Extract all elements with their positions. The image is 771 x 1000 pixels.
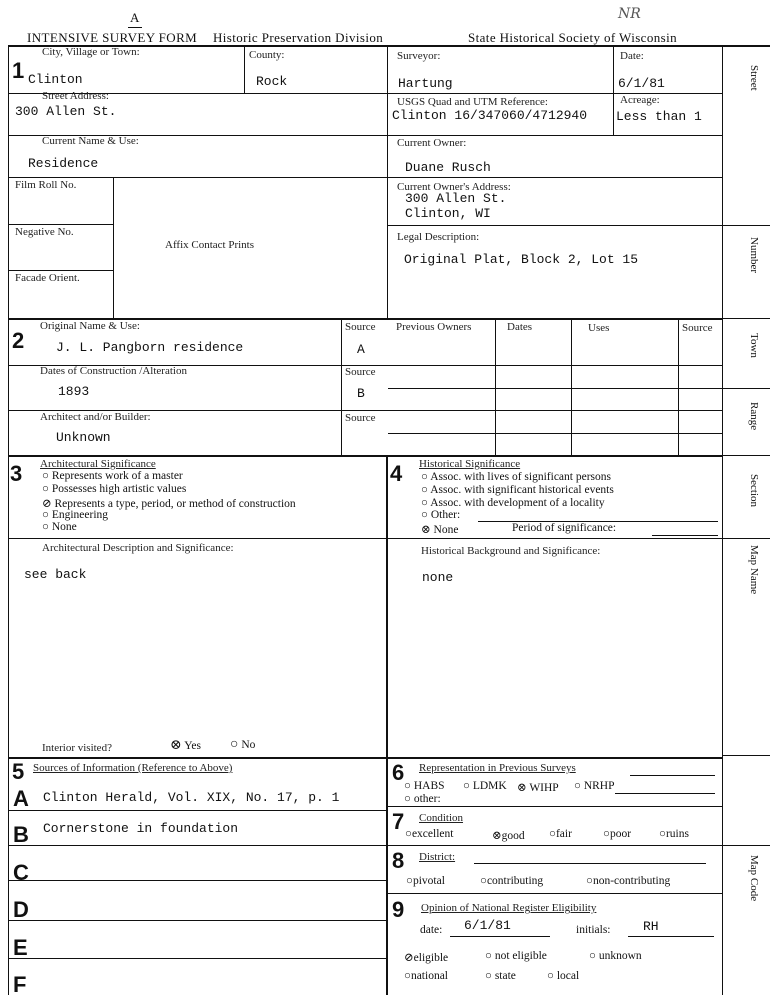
side-label-range: Range <box>748 402 760 431</box>
section-number-1: 1 <box>12 58 25 83</box>
eligibility-eligible-radio[interactable]: ⊘ <box>404 952 414 964</box>
initials-label: initials: <box>576 924 611 936</box>
section-number-7: 7 <box>392 809 405 834</box>
level-local: ○ local <box>547 970 580 982</box>
hist-option-1: ○ Assoc. with lives of significant persons <box>421 471 611 483</box>
dates-construction-label: Dates of Construction /Alteration <box>40 365 187 377</box>
section-number-5: 5 <box>12 759 25 784</box>
architect-label: Architect and/or Builder: <box>40 411 151 423</box>
uses-header: Uses <box>588 322 610 334</box>
film-roll-label: Film Roll No. <box>15 179 77 191</box>
interior-visited-label: Interior visited? <box>42 742 112 754</box>
survey-nrhp-radio[interactable]: ○ <box>574 780 581 792</box>
dates-header: Dates <box>507 321 533 333</box>
source-text-a: Clinton Herald, Vol. XIX, No. 17, p. 1 <box>43 790 340 805</box>
condition-good: ⊗good <box>492 830 525 842</box>
corner-mark: NR <box>618 6 641 22</box>
hist-background-label: Historical Background and Significance: <box>421 545 601 557</box>
surveys-title: Representation in Previous Surveys <box>419 762 576 774</box>
previous-owners-header: Previous Owners <box>396 321 472 333</box>
section-number-6: 6 <box>392 760 405 785</box>
owner-address-line1: 300 Allen St. <box>405 191 507 206</box>
survey-habs: ○ HABS <box>404 780 445 792</box>
level-national: ○national <box>404 970 448 982</box>
side-label-town: Town <box>748 333 760 358</box>
district-contributing: ○contributing <box>480 875 544 887</box>
eligibility-eligible: ⊘eligible <box>404 952 449 964</box>
condition-poor: ○poor <box>603 828 632 840</box>
division-title: Historic Preservation Division <box>213 30 384 45</box>
interior-no-radio[interactable]: ○ <box>230 737 239 752</box>
condition-ruins: ○ruins <box>659 828 689 840</box>
arch-option-1: ○ Represents work of a master <box>42 470 183 482</box>
arch-description-label: Architectural Description and Significance: <box>42 542 234 554</box>
current-owner-label: Current Owner: <box>397 137 467 149</box>
sources-title: Sources of Information (Reference to Above) <box>33 762 233 774</box>
district-pivotal-radio[interactable]: ○ <box>406 875 413 887</box>
condition-excellent-radio[interactable]: ○ <box>405 828 412 840</box>
condition-ruins-radio[interactable]: ○ <box>659 828 666 840</box>
city-label: City, Village or Town: <box>42 46 140 58</box>
survey-habs-radio[interactable]: ○ <box>404 780 411 792</box>
hist-option-2-radio[interactable]: ○ <box>421 484 428 496</box>
survey-ldmk: ○ LDMK <box>463 780 507 792</box>
acreage-value: Less than 1 <box>616 109 702 124</box>
hist-background-value: none <box>422 570 454 585</box>
district-noncontributing: ○non-contributing <box>586 875 671 887</box>
owner-address-line2: Clinton, WI <box>405 206 491 221</box>
original-name-value: J. L. Pangborn residence <box>56 340 244 355</box>
condition-poor-radio[interactable]: ○ <box>603 828 610 840</box>
side-label-street: Street <box>748 65 760 91</box>
source-letter-a: A <box>13 786 29 811</box>
arch-option-4-radio[interactable]: ○ <box>42 509 49 521</box>
architect-value: Unknown <box>56 430 111 445</box>
eligibility-unknown-radio[interactable]: ○ <box>589 950 596 962</box>
source-letter-d: D <box>13 897 29 922</box>
hist-option-4-radio[interactable]: ○ <box>421 509 428 521</box>
arch-option-5-radio[interactable]: ○ <box>42 521 49 533</box>
source-letter-b: B <box>13 822 29 847</box>
interior-yes: ⊗ Yes <box>170 738 201 753</box>
level-state: ○ state <box>485 970 516 982</box>
source-text-b: Cornerstone in foundation <box>43 821 239 836</box>
condition-fair-radio[interactable]: ○ <box>549 828 556 840</box>
source-letter-f: F <box>13 972 27 997</box>
arch-option-4: ○ Engineering <box>42 509 109 521</box>
survey-other-radio[interactable]: ○ <box>404 793 411 805</box>
arch-option-2-radio[interactable]: ○ <box>42 483 49 495</box>
date-value: 6/1/81 <box>618 76 665 91</box>
source-label-3: Source <box>345 412 376 424</box>
form-title: INTENSIVE SURVEY FORM <box>27 30 198 45</box>
street-label: Street Address: <box>42 90 109 102</box>
county-label: County: <box>249 49 285 61</box>
source-value-1: A <box>357 342 365 357</box>
legal-label: Legal Description: <box>397 231 480 243</box>
arch-option-5: ○ None <box>42 521 77 533</box>
hist-option-1-radio[interactable]: ○ <box>421 471 428 483</box>
usgs-value: Clinton 16/347060/4712940 <box>392 108 588 123</box>
condition-title: Condition <box>419 812 464 824</box>
arch-description-value: see back <box>24 567 87 582</box>
hist-option-5: ⊗ None <box>421 524 459 536</box>
eligibility-title: Opinion of National Register Eligibility <box>421 902 597 914</box>
section-number-2: 2 <box>12 328 25 353</box>
period-label: Period of significance: <box>512 522 617 534</box>
society-title: State Historical Society of Wisconsin <box>468 30 678 45</box>
side-label-map-code: Map Code <box>748 855 760 902</box>
side-label-map-name: Map Name <box>748 545 760 595</box>
legal-value: Original Plat, Block 2, Lot 15 <box>404 252 639 267</box>
dates-construction-value: 1893 <box>58 384 90 399</box>
affix-prints: Affix Contact Prints <box>165 239 255 251</box>
source-letter-c: C <box>13 860 29 885</box>
city-value: Clinton <box>28 72 83 87</box>
condition-fair: ○fair <box>549 828 572 840</box>
source-label-1: Source <box>345 321 376 333</box>
surveyor-label: Surveyor: <box>397 50 441 62</box>
interior-no: ○ No <box>230 737 256 752</box>
facade-label: Facade Orient. <box>15 272 80 284</box>
arch-option-1-radio[interactable]: ○ <box>42 470 49 482</box>
owner-address-label: Current Owner's Address: <box>397 181 511 193</box>
current-owner-value: Duane Rusch <box>405 160 491 175</box>
level-national-radio[interactable]: ○ <box>404 970 411 982</box>
arch-significance-title: Architectural Significance <box>40 458 156 470</box>
arch-option-2: ○ Possesses high artistic values <box>42 483 187 495</box>
hist-option-5-radio[interactable]: ⊗ <box>421 524 431 536</box>
level-state-radio[interactable]: ○ <box>485 970 492 982</box>
hist-option-3: ○ Assoc. with development of a locality <box>421 497 605 509</box>
district-noncontributing-radio[interactable]: ○ <box>586 875 593 887</box>
section-number-4: 4 <box>390 461 403 486</box>
survey-other: ○ other: <box>404 793 441 805</box>
eligibility-date-value: 6/1/81 <box>464 918 511 933</box>
district-contributing-radio[interactable]: ○ <box>480 875 487 887</box>
original-name-label: Original Name & Use: <box>40 320 140 332</box>
side-label-number: Number <box>748 237 760 274</box>
district-pivotal: ○pivotal <box>406 875 445 887</box>
usgs-label: USGS Quad and UTM Reference: <box>397 96 548 108</box>
street-value: 300 Allen St. <box>15 104 117 119</box>
county-value: Rock <box>256 74 288 89</box>
hist-significance-title: Historical Significance <box>419 458 521 470</box>
initials-value: RH <box>643 919 659 934</box>
interior-yes-radio[interactable]: ⊗ <box>170 738 182 753</box>
negative-label: Negative No. <box>15 226 74 238</box>
condition-excellent: ○excellent <box>405 828 454 840</box>
survey-wihp: ⊗ WIHP <box>517 782 559 794</box>
section-number-3: 3 <box>10 461 23 486</box>
survey-nrhp: ○ NRHP <box>574 780 615 792</box>
source-header: Source <box>682 322 713 334</box>
survey-wihp-radio[interactable]: ⊗ <box>517 782 527 794</box>
hist-option-4: ○ Other: <box>421 509 461 521</box>
date-label: Date: <box>620 50 644 62</box>
arch-option-3: ⊘ Represents a type, period, or method of construction <box>42 498 296 510</box>
eligibility-unknown: ○ unknown <box>589 950 642 962</box>
source-letter-e: E <box>13 935 28 960</box>
condition-good-radio[interactable]: ⊗ <box>492 830 502 842</box>
source-value-2: B <box>357 386 365 401</box>
side-label-section: Section <box>748 474 760 507</box>
hist-option-2: ○ Assoc. with significant historical events <box>421 484 614 496</box>
surveyor-value: Hartung <box>398 76 453 91</box>
hist-option-3-radio[interactable]: ○ <box>421 497 428 509</box>
district-title: District: <box>419 851 456 863</box>
current-name-value: Residence <box>28 156 99 171</box>
section-number-8: 8 <box>392 848 405 873</box>
section-number-9: 9 <box>392 897 405 922</box>
eligibility-date-label: date: <box>420 924 443 936</box>
acreage-label: Acreage: <box>620 94 660 106</box>
current-name-label: Current Name & Use: <box>42 135 139 147</box>
form-letter: A <box>130 10 140 25</box>
survey-ldmk-radio[interactable]: ○ <box>463 780 470 792</box>
eligibility-not-eligible-radio[interactable]: ○ <box>485 950 492 962</box>
source-label-2: Source <box>345 366 376 378</box>
arch-option-3-radio[interactable]: ⊘ <box>42 498 52 510</box>
eligibility-not-eligible: ○ not eligible <box>485 950 547 962</box>
level-local-radio[interactable]: ○ <box>547 970 554 982</box>
